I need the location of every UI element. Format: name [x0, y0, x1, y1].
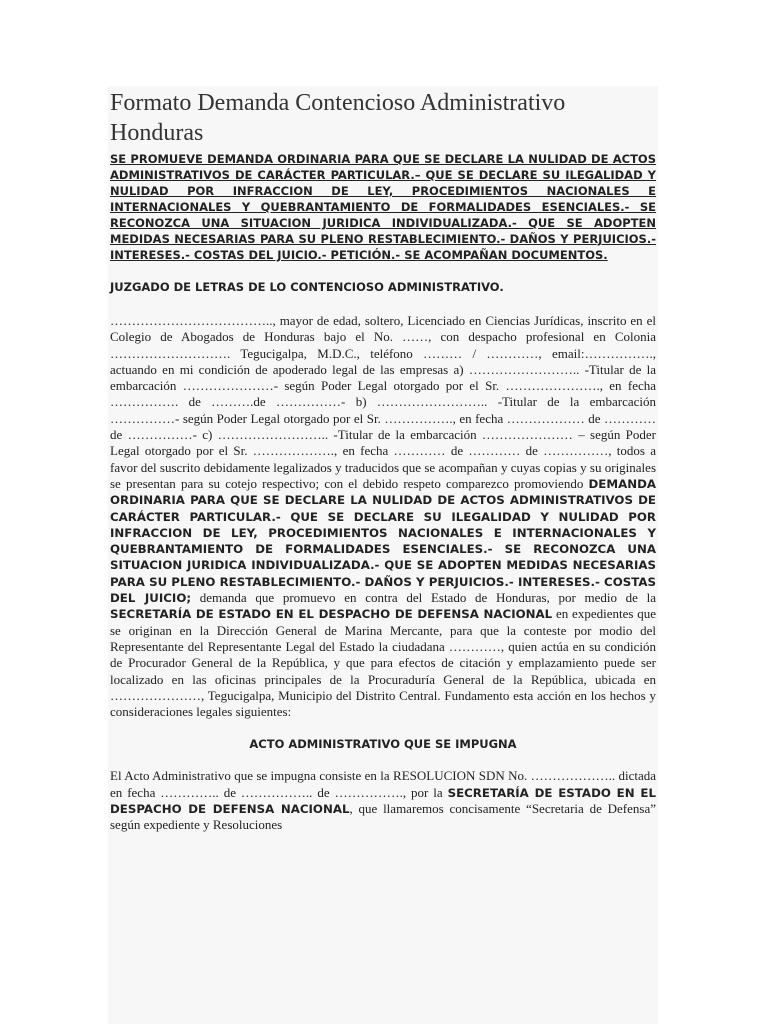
appearance-text-a: ……………………………….., mayor de edad, soltero, Licenciado en Ciencias Jurídicas, inscrito en el Colegio de Abogados de Honduras bajo el No. ……, con despacho profesional en Colonia ………………………. Tegucigalpa, M.D.C., teléfono ……… / …………, email:……………., actuando en mi condición de apoderado legal de las empresas a) …………………….. -Titular de la embarcación …………………- según Poder Legal otorgado por el Sr. …………………., en fecha ……………. de ……….de ……………- b) …………………….. -Titular de la embarcación ……………- según Poder Legal otorgado por el Sr. ……………., en fecha ……………… de ………… de ……………- c) …………………….. -Titular de la embarcación ………………… – según Poder Legal otorgado por el Sr. ………………., en fecha ………… de ………… de ……………, todos a favor del suscrito debidamente legalizados y traducidos que se acompañan y cuyas copias y su originales se presentan para su cotejo respectivo; con el debido respeto comparezco promoviendo — [110, 313, 656, 491]
appearance-text-e: en expedientes que se originan en la Dirección General de Marina Mercante, para que la conteste por modio del Representante del Representante Legal del Estado la ciudadana …………, quien actúa en su condición de Procurador General de la República, y que para efectos de citación y emplazamiento puede ser localizado en las oficinas principales de la Procuraduría General de la República, ubicada en …………………, Tegucigalpa, Municipio del Distrito Central. Fundamento esta acción en los hechos y consideraciones legales siguientes: — [110, 606, 657, 720]
document-title: Formato Demanda Contencioso Administrativo Honduras — [110, 90, 566, 146]
court-heading: JUZGADO DE LETRAS DE LO CONTENCIOSO ADMINISTRATIVO. — [110, 280, 504, 294]
ministry-name-bold: SECRETARÍA DE ESTADO EN EL DESPACHO DE DEFENSA NACIONAL — [110, 607, 553, 622]
impugned-text-c: , que llamaremos concisamente “Secretaria de Defensa” según expediente y Resoluciones — [110, 801, 656, 833]
impugned-text-a: El Acto Administrativo que se impugna consiste en la RESOLUCION SDN No. ……………….. dictada en fecha ………….. de …………….. de ……………., por la — [110, 768, 656, 800]
ministry-name-bold-2: SECRETARÍA DE ESTADO EN EL DESPACHO DE DEFENSA NACIONAL — [110, 785, 656, 817]
appearance-paragraph — [110, 313, 656, 720]
appearance-text-c: demanda que promuevo en contra del Estado de Honduras, por medio de la — [199, 590, 657, 606]
document-page — [108, 86, 658, 1024]
demand-title-bold: DEMANDA ORDINARIA PARA QUE SE DECLARE LA NULIDAD DE ACTOS ADMINISTRATIVOS DE CARÁCTER PARTICULAR.- QUE SE DECLARE SU ILEGALIDAD Y NULIDAD POR INFRACCION DE LEY, PROCEDIMIENTOS NACIONALES E INTERNACIONALES Y QUEBRANTAMIENTO DE FORMALIDADES ESENCIALES.- SE RECONOZCA UNA SITUACION JURIDICA INDIVIDUALIZADA.- QUE SE ADOPTEN MEDIDAS NECESARIAS PARA SU PLENO RESTABLECIMIENTO.- DAÑOS Y PERJUICIOS.- INTERESES.- COSTAS DEL JUICIO; — [110, 476, 657, 606]
document-content — [108, 88, 658, 834]
impugned-act-paragraph — [110, 768, 656, 833]
demand-subject: SE PROMUEVE DEMANDA ORDINARIA PARA QUE SE DECLARE LA NULIDAD DE ACTOS ADMINISTRATIVOS DE CARÁCTER PARTICULAR.– QUE SE DECLARE SU ILEGALIDAD Y NULIDAD POR INFRACCION DE LEY, PROCEDIMIENTOS NACIONALES E INTERNACIONALES Y QUEBRANTAMIENTO DE FORMALIDADES ESENCIALES.- SE RECONOZCA UNA SITUACION JURIDICA INDIVIDUALIZADA.- QUE SE ADOPTEN MEDIDAS NECESARIAS PARA SU PLENO RESTABLECIMIENTO.- DAÑOS Y PERJUICIOS.- INTERESES.- COSTAS DEL JUICIO.- PETICIÓN.- SE ACOMPAÑAN DOCUMENTOS. — [110, 152, 656, 262]
section-heading: ACTO ADMINISTRATIVO QUE SE IMPUGNA — [249, 737, 517, 752]
